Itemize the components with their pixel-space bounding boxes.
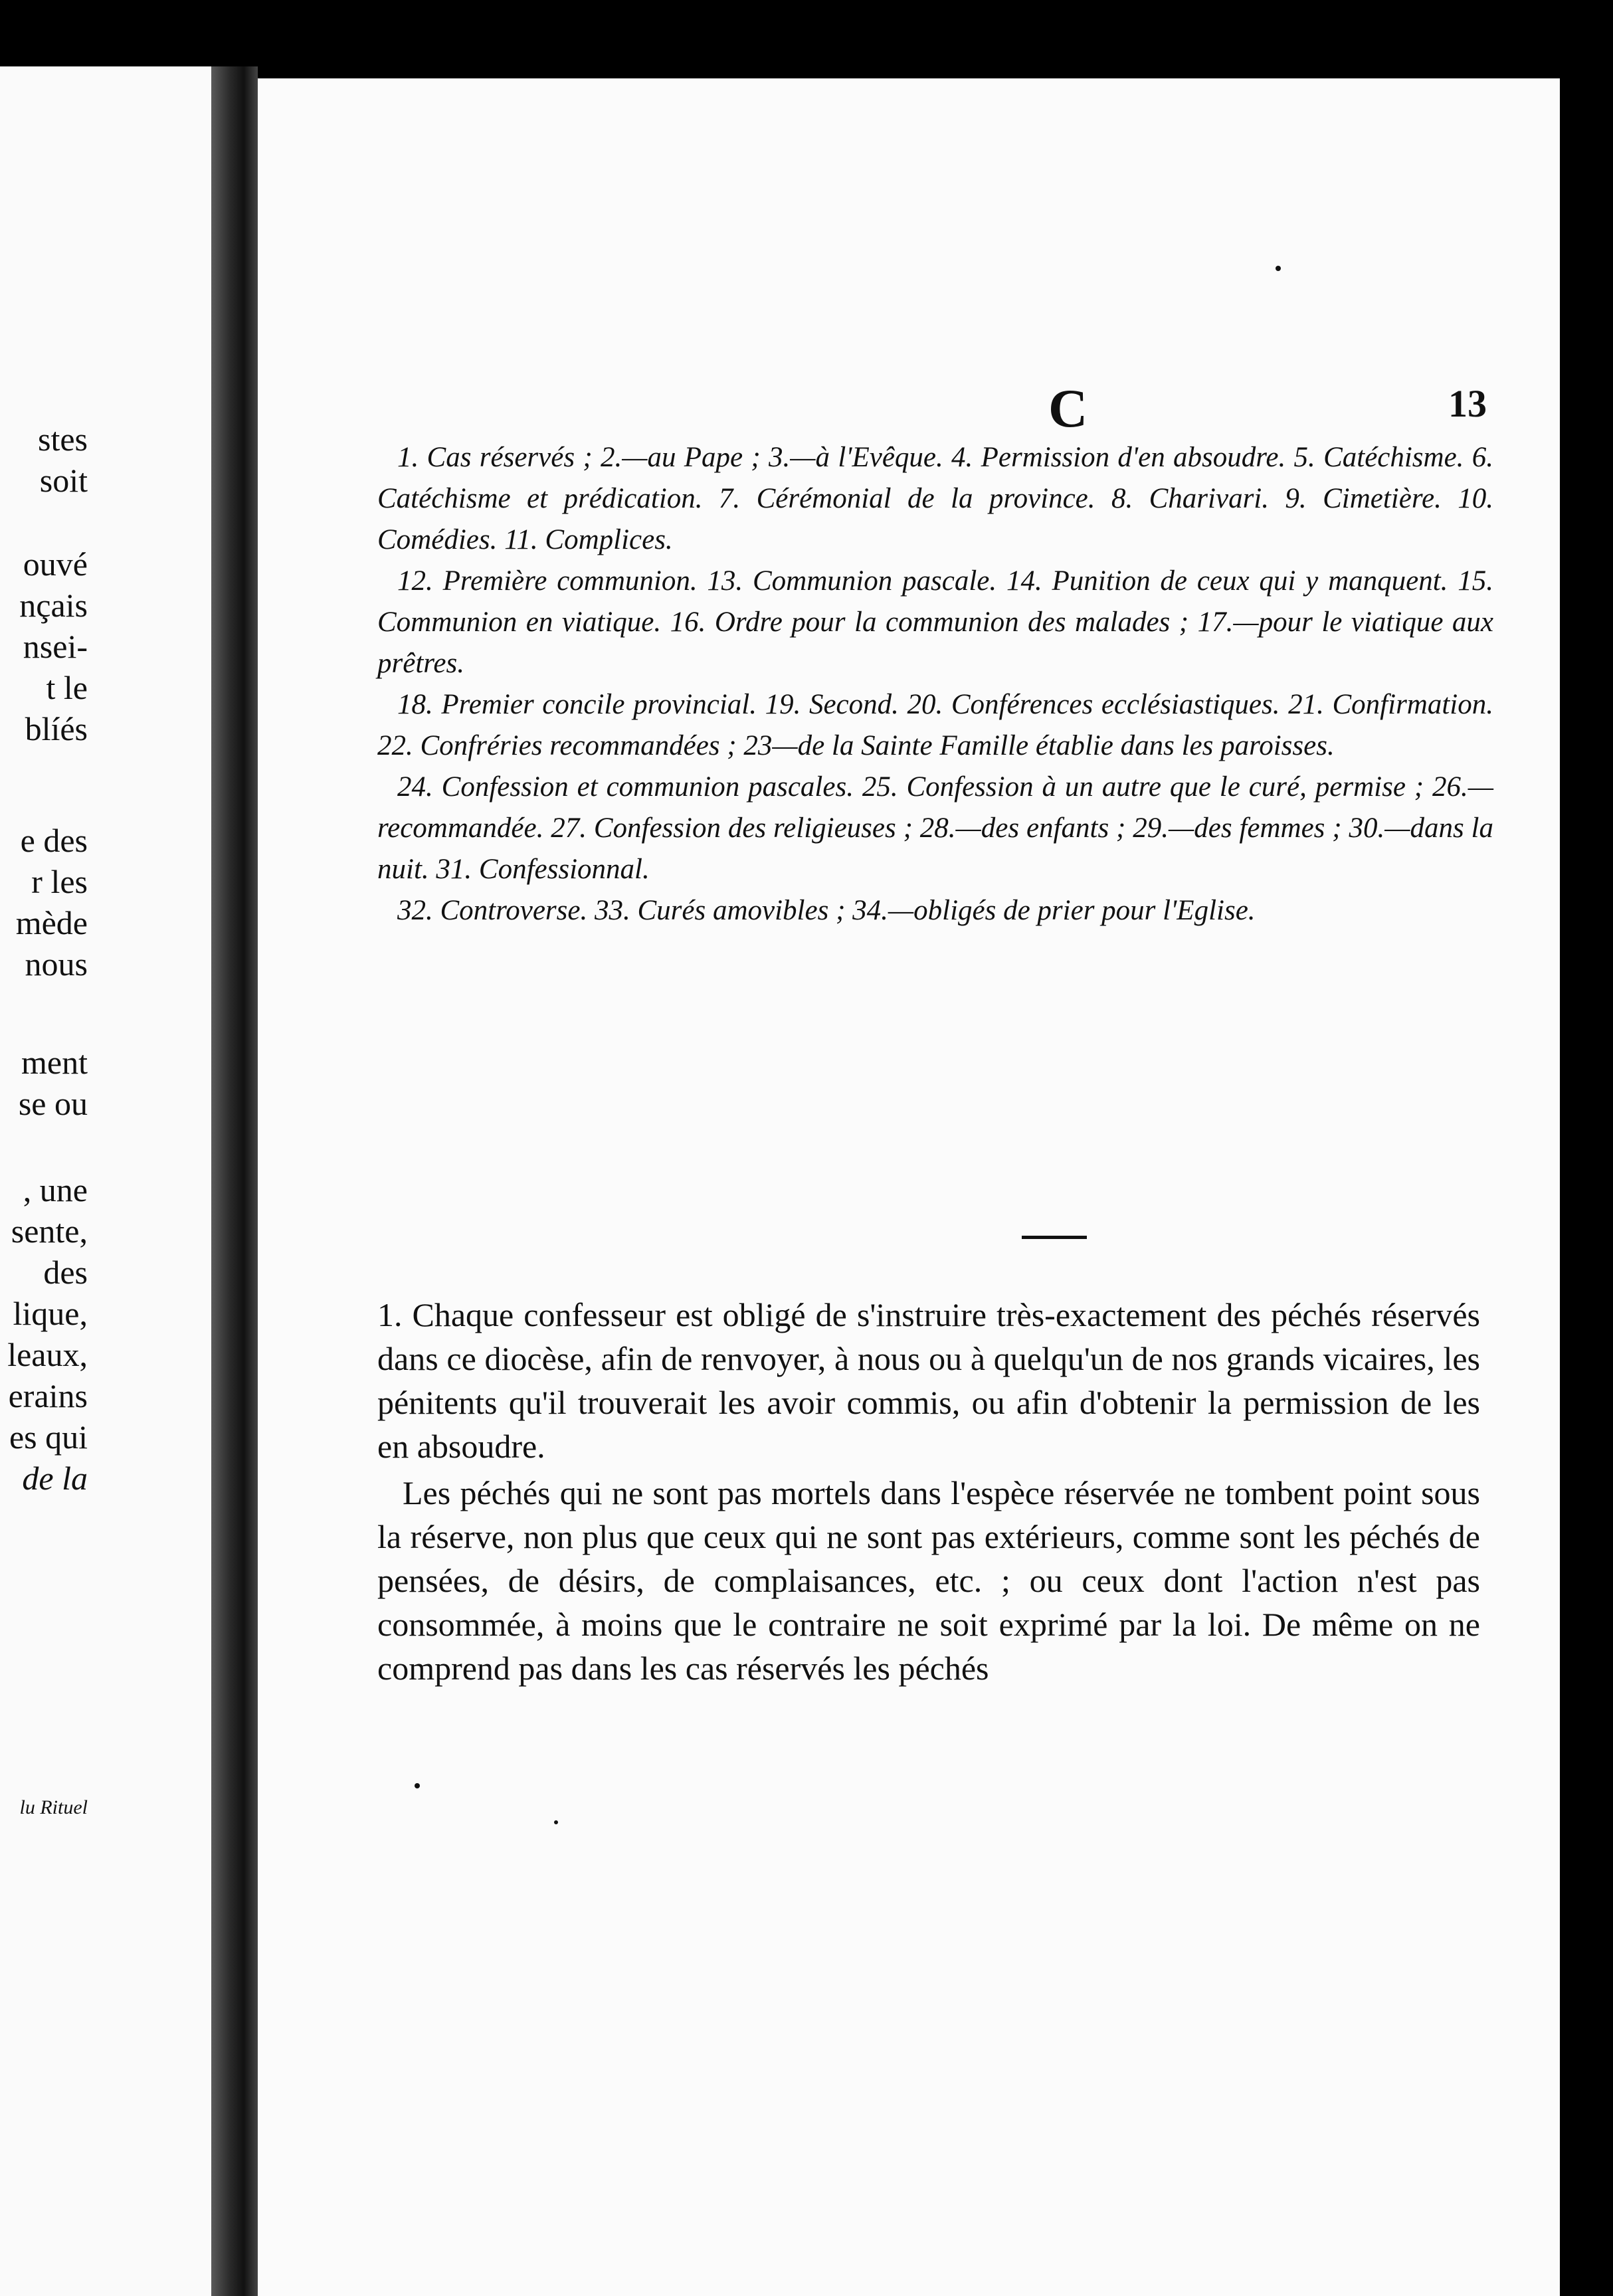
main-page — [258, 78, 1560, 2296]
left-line: mède — [15, 904, 88, 941]
speck — [1276, 266, 1281, 271]
summary-block — [377, 437, 1493, 931]
left-line: t le — [46, 669, 88, 706]
left-line: nous — [25, 945, 88, 983]
left-line: nsei- — [23, 628, 88, 665]
left-line: leaux, — [7, 1336, 88, 1373]
summary-entry: 18. Premier concile provincial. 19. Second. 20. Conférences ecclésiastiques. 21. Confirmation. 22. Confréries recommandées ; 23—de la Sainte Famille établie dans les paroisses. — [377, 689, 1493, 761]
left-line: nçais — [19, 587, 88, 624]
left-line: stes — [38, 421, 88, 458]
summary-entry: 1. Cas réservés ; 2.—au Pape ; 3.—à l'Evêque. 4. Permission d'en absoudre. 5. Catéchisme. 6. Catéchisme et prédication. 7. Cérémonial de la province. 8. Charivari. 9. Cimetière. 10. Comédies. 11. Complices. — [377, 442, 1493, 555]
left-line: des — [43, 1254, 88, 1291]
left-line: ment — [21, 1044, 88, 1081]
left-line: soit — [39, 462, 88, 499]
left-page-fragment — [0, 66, 211, 2296]
left-line: , une — [23, 1171, 88, 1208]
summary-entry: 32. Controverse. 33. Curés amovibles ; 34.—obligés de prier pour l'Eglise. — [397, 895, 1256, 926]
left-line: e des — [20, 822, 88, 859]
speck — [415, 1783, 420, 1788]
left-line: ouvé — [23, 545, 88, 583]
left-line: erains — [8, 1377, 88, 1414]
left-line: es qui — [9, 1418, 88, 1456]
left-line: sente, — [11, 1212, 88, 1250]
book-spine-shadow — [211, 66, 258, 2296]
separator-rule — [1022, 1236, 1087, 1239]
left-line-italic: de la — [22, 1460, 88, 1497]
speck — [554, 1820, 558, 1824]
section-letter: C — [1048, 378, 1088, 438]
body-text — [377, 1293, 1480, 1693]
paragraph: 1. Chaque confesseur est obligé de s'instruire très-exactement des péchés réservés dans ce diocèse, afin de renvoyer, à nous ou à quelqu'un de nos grands vicaires, les pénitents qu'il trouverait les avoir commis, ou afin d'obtenir la permission de les en absoudre. — [377, 1296, 1480, 1465]
left-line: se ou — [18, 1085, 88, 1122]
left-line: lique, — [13, 1295, 88, 1332]
page-number: 13 — [1448, 382, 1487, 425]
summary-entry: 24. Confession et communion pascales. 25. Confession à un autre que le curé, permise ; 26.—recommandée. 27. Confession des religieuses ; 28.—des enfants ; 29.—des femmes ; 30.—dans la nuit. 31. Confessionnal. — [377, 771, 1493, 885]
summary-entry: 12. Première communion. 13. Communion pascale. 14. Punition de ceux qui y manquent. 15. Communion en viatique. 16. Ordre pour la communion des malades ; 17.—pour le viatique aux prêtres. — [377, 565, 1493, 679]
left-line: blíés — [25, 710, 88, 747]
paragraph: Les péchés qui ne sont pas mortels dans l'espèce réservée ne tombent point sous la réserve, non plus que ceux qui ne sont pas extérieurs, comme sont les péchés de pensées, de désirs, de complaisances, etc. ; ou ceux dont l'action n'est pas consommée, à moins que le contraire ne soit exprimé par la loi. De même on ne comprend pas dans les cas réservés les péchés — [377, 1474, 1480, 1687]
left-footnote: lu Rituel — [19, 1796, 88, 1818]
left-line: r les — [31, 863, 88, 900]
